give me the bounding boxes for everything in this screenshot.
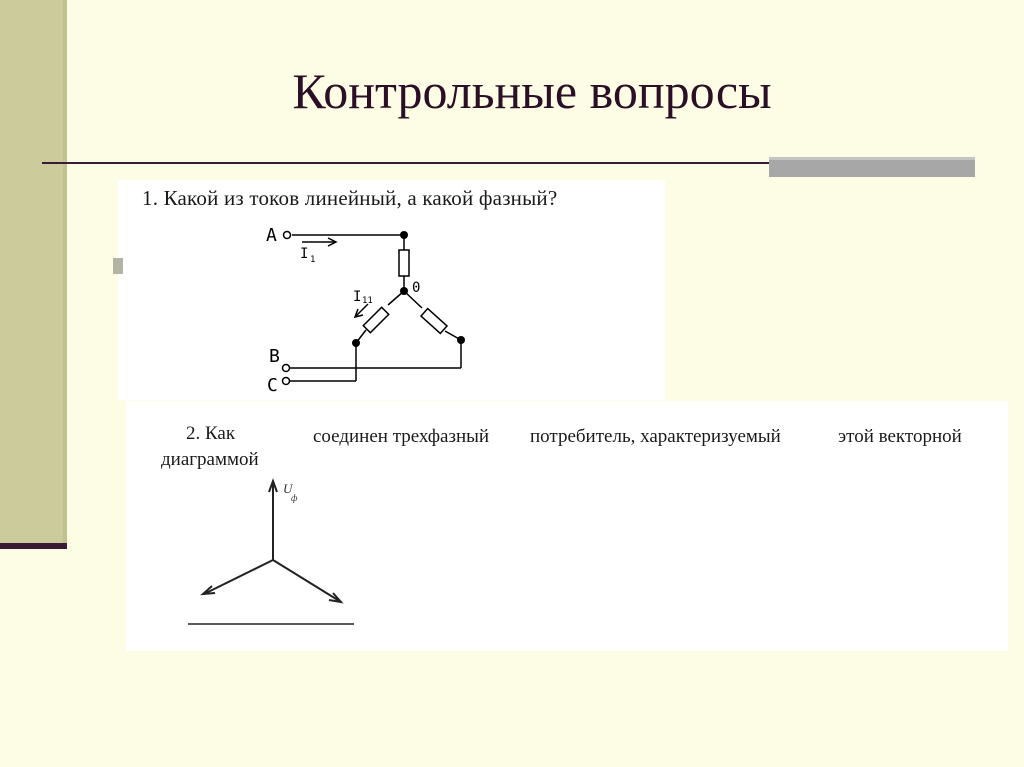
label-current-phase: I: [353, 289, 362, 305]
question-2-text-b: потребитель, характеризуемый: [530, 426, 781, 447]
label-node-a: A: [266, 225, 277, 246]
junction-right: [457, 336, 465, 344]
resistor-c: [421, 309, 447, 334]
vector-label-sub: ф: [291, 493, 298, 503]
terminal-b: [283, 378, 290, 385]
junction-a: [400, 231, 408, 239]
terminal-c: [283, 365, 290, 372]
question-2-text-d: диаграммой: [161, 449, 259, 470]
junction-left: [352, 339, 360, 347]
question-2-text-a: соединен трехфазный: [313, 426, 490, 447]
question-1-text: 1. Какой из токов линейный, а какой фазный?: [142, 186, 558, 210]
label-current-phase-sub: 11: [362, 296, 373, 306]
slide-title: Контрольные вопросы: [292, 63, 772, 119]
label-current-line-sub: 1: [310, 255, 316, 265]
vector-right: [273, 560, 341, 602]
label-node-b: B: [269, 346, 280, 367]
resistor-b: [363, 307, 388, 332]
question-2-number: 2. Как: [186, 423, 236, 444]
junction-neutral: [400, 287, 408, 295]
label-current-line: I: [300, 246, 309, 262]
terminal-a: [284, 232, 291, 239]
question-2-text-c: этой векторной: [838, 426, 962, 447]
resistor-a: [399, 250, 409, 276]
label-neutral: 0: [412, 280, 421, 296]
vector-left: [204, 560, 273, 594]
label-node-c: C: [267, 375, 278, 396]
vector-label: U: [283, 481, 293, 496]
